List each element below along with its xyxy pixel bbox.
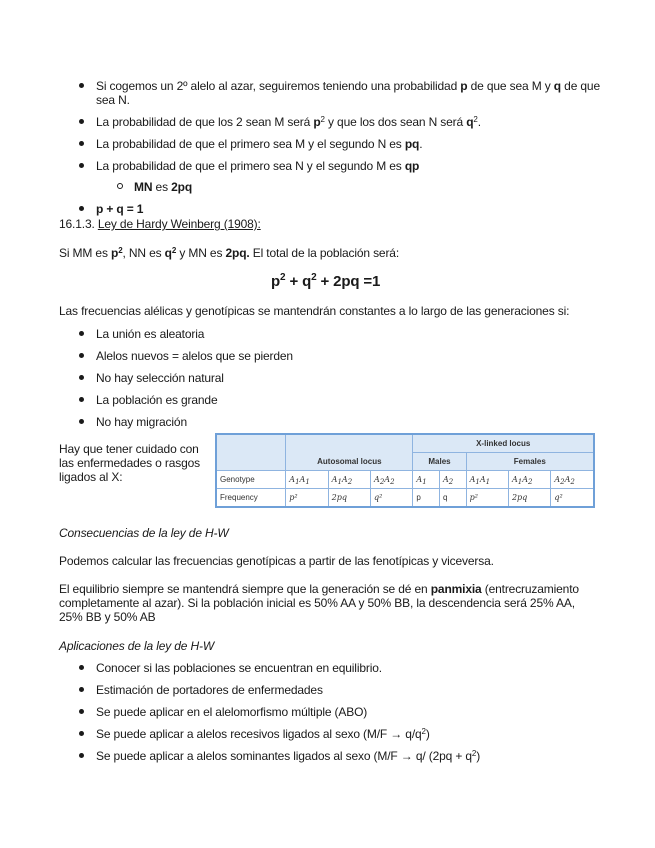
frequency-cell: q xyxy=(440,489,467,508)
hardy-weinberg-formula: $p^2 + q^2 + 2pq =1$ xyxy=(271,272,381,290)
genotype-cell: $A_1A_1$ xyxy=(286,471,328,489)
bullet-text-2: La probabilidad de que los 2 sean M será $p^2$ y que los dos sean N será $q^2$. xyxy=(96,115,481,129)
condition-item: La población es grande xyxy=(96,393,218,407)
bullet xyxy=(79,687,84,692)
bullet xyxy=(79,163,84,168)
bullet-text-4: La probabilidad de que el primero sea N y el segundo M es qp xyxy=(96,159,420,173)
frequency-cell: q² xyxy=(551,489,594,508)
bullet xyxy=(79,753,84,758)
consequences-title: Consecuencias de la ley de H-W xyxy=(59,526,229,540)
frequency-cell: p² xyxy=(466,489,508,508)
bullet xyxy=(79,83,84,88)
application-item: Conocer si las poblaciones se encuentran en equilibrio. xyxy=(96,661,382,675)
applications-title: Aplicaciones de la ley de H-W xyxy=(59,639,215,653)
conditions-intro: Las frecuencias alélicas y genotípicas se mantendrán constantes a lo largo de las generaciones si: xyxy=(59,304,570,318)
genotype-cell: $A_1A_2$ xyxy=(508,471,550,489)
consequences-text: Podemos calcular las frecuencias genotípicas a partir de las fenotípicas y viceversa. xyxy=(59,554,494,568)
condition-item: No hay selección natural xyxy=(96,371,224,385)
genotype-cell: $A_1A_2$ xyxy=(328,471,370,489)
genotype-cell: $A_1A_1$ xyxy=(466,471,508,489)
equilibrium-text-2: completamente al azar). Si la población inicial es 50% AA y 50% BB, la descendencia será 25% AA, xyxy=(59,596,575,610)
frequency-label: Frequency xyxy=(216,489,286,508)
bullet xyxy=(79,206,84,211)
side-text: ligados al X: xyxy=(59,470,123,484)
males-header: Males xyxy=(413,453,466,471)
frequency-cell: q² xyxy=(371,489,413,508)
application-item: Se puede aplicar en el alelomorfismo múltiple (ABO) xyxy=(96,705,368,719)
bullet xyxy=(79,397,84,402)
bullet xyxy=(79,141,84,146)
condition-item: Alelos nuevos = alelos que se pierden xyxy=(96,349,293,363)
application-item: Se puede aplicar a alelos recesivos ligados al sexo $(M/F \to q/q^2)$ xyxy=(96,727,430,741)
condition-item: No hay migración xyxy=(96,415,187,429)
bullet xyxy=(79,419,84,424)
equilibrium-text-1: El equilibrio siempre se mantendrá siempre que la generación se dé en panmixia (entrecruzamiento xyxy=(59,582,579,596)
bullet xyxy=(79,709,84,714)
sum-text: p + q = 1 xyxy=(96,202,144,216)
intro-line: Si MM es $p^2$, NN es $q^2$ y MN es 2pq. El total de la población será: xyxy=(59,246,400,260)
bullet xyxy=(79,331,84,336)
genotype-cell: $A_2A_2$ xyxy=(551,471,594,489)
bullet xyxy=(79,731,84,736)
sub-bullet xyxy=(117,183,123,189)
hardy-weinberg-table xyxy=(215,433,595,508)
females-header: Females xyxy=(466,453,594,471)
bullet-text-3: La probabilidad de que el primero sea M y el segundo N es pq. xyxy=(96,137,423,151)
section-heading: 16.1.3. Ley de Hardy Weinberg (1908): xyxy=(59,217,261,231)
equilibrium-text-3: 25% BB y 50% AB xyxy=(59,610,156,624)
frequency-cell: 2pq xyxy=(328,489,370,508)
xlinked-header: X-linked locus xyxy=(413,434,594,453)
application-item: Estimación de portadores de enfermedades xyxy=(96,683,323,697)
side-text: las enfermedades o rasgos xyxy=(59,456,201,470)
genotype-label: Genotype xyxy=(216,471,286,489)
genotype-cell: $A_2A_2$ xyxy=(371,471,413,489)
condition-item: La unión es aleatoria xyxy=(96,327,205,341)
bullet xyxy=(79,375,84,380)
bullet-text-1: Si cogemos un 2º alelo al azar, seguiremos teniendo una probabilidad p de que sea M y q de que xyxy=(96,79,600,93)
side-text: Hay que tener cuidado con xyxy=(59,442,199,456)
genotype-cell: $A_2$ xyxy=(440,471,467,489)
sub-bullet-text: MN es 2pq xyxy=(134,180,193,194)
bullet xyxy=(79,119,84,124)
genotype-cell: $A_1$ xyxy=(413,471,440,489)
bullet-text-1-cont: sea N. xyxy=(96,93,130,107)
autosomal-header: Autosomal locus xyxy=(286,453,413,471)
bullet xyxy=(79,665,84,670)
application-item: Se puede aplicar a alelos sominantes ligados al sexo (M/F → q/ $(2pq + q^2)$ xyxy=(96,749,481,763)
bullet xyxy=(79,353,84,358)
frequency-cell: 2pq xyxy=(508,489,550,508)
frequency-cell: p² xyxy=(286,489,328,508)
frequency-cell: p xyxy=(413,489,440,508)
